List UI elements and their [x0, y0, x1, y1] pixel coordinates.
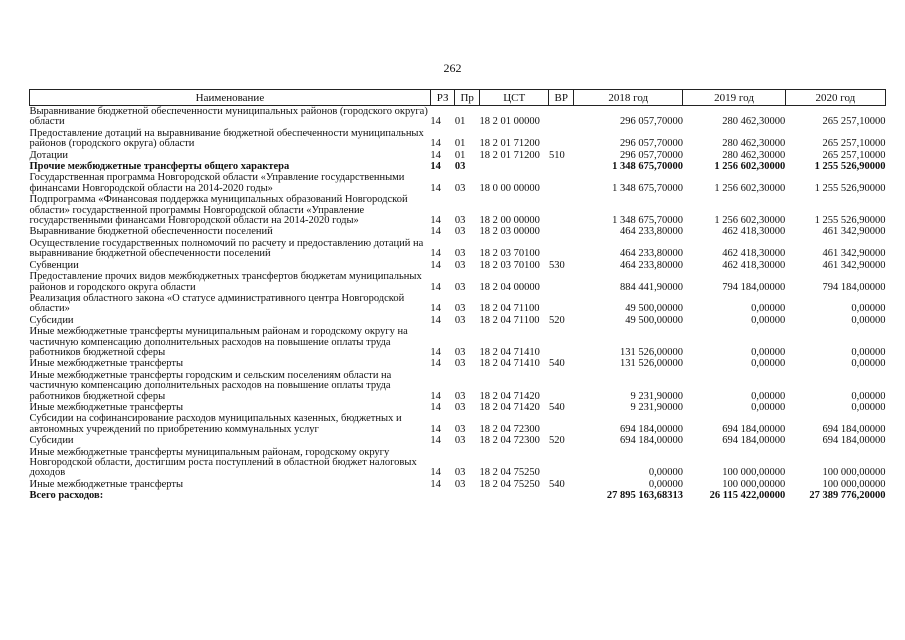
cell-cst — [479, 161, 549, 172]
cell-2018: 9 231,90000 — [630, 401, 683, 413]
table-row — [30, 447, 886, 479]
cell-2018: 49 500,00000 — [625, 303, 683, 315]
cell-2019: 280 462,30000 — [722, 149, 786, 161]
cell-2020: 100 000,00000 — [822, 467, 886, 479]
cell-name: Иные межбюджетные трансферты — [29, 358, 184, 370]
cell-name: Иные межбюджетные трансферты — [29, 478, 184, 490]
cell-name: Государственная программа Новгородской области «Управление государственными финансами Новгородской области на 2014-2020 годы» — [29, 172, 405, 194]
cell-rz: 14 — [430, 467, 441, 479]
table-row — [30, 271, 886, 293]
cell-pr: 03 — [454, 215, 466, 227]
cell-2018: 464 233,80000 — [619, 259, 683, 271]
table-row — [30, 435, 886, 446]
table-row — [30, 260, 886, 271]
cell-rz: 14 — [430, 303, 441, 315]
cell-2019: 462 418,30000 — [722, 226, 786, 238]
cell-vr — [549, 370, 574, 402]
cell-2019: 26 115 422,00000 — [709, 490, 786, 502]
cell-pr: 01 — [454, 116, 466, 128]
cell-vr — [549, 194, 574, 226]
cell-2020: 265 257,10000 — [822, 149, 886, 161]
cell-pr: 03 — [454, 314, 466, 326]
cell-cst: 18 2 03 70100 — [479, 248, 540, 260]
cell-cst: 18 2 03 00000 — [479, 226, 540, 238]
cell-vr — [549, 293, 574, 315]
cell-2019: 794 184,00000 — [722, 281, 786, 293]
cell-vr — [549, 161, 574, 172]
cell-2019: 694 184,00000 — [722, 423, 786, 435]
cell-name: Иные межбюджетные трансферты муниципальным районам и городскому округу на частичную компенсацию дополнительных расходов на повышение оплаты труда работников бюджетной сферы — [29, 326, 408, 358]
cell-vr — [549, 172, 574, 194]
cell-rz: 14 — [430, 138, 441, 150]
cell-cst — [479, 490, 549, 501]
cell-pr: 01 — [454, 149, 466, 161]
cell-2018: 296 057,70000 — [619, 138, 683, 150]
cell-rz: 14 — [430, 423, 441, 435]
cell-pr: 03 — [454, 303, 466, 315]
cell-cst: 18 2 01 71200 — [479, 138, 540, 150]
table-row — [30, 370, 886, 402]
cell-2020: 0,00000 — [851, 401, 886, 413]
table-row — [30, 150, 886, 161]
cell-2020: 461 342,90000 — [822, 248, 886, 260]
table-row-total — [30, 490, 886, 501]
table-row — [30, 128, 886, 150]
cell-rz: 14 — [430, 314, 441, 326]
cell-vr: 540 — [548, 358, 565, 370]
cell-rz: 14 — [430, 435, 441, 447]
cell-2018: 131 526,00000 — [619, 358, 683, 370]
cell-name: Субсидии на софинансирование расходов муниципальных казенных, бюджетных и автономных учреждений по приобретению коммунальных услуг — [29, 413, 402, 435]
cell-2020: 0,00000 — [851, 346, 886, 358]
cell-vr — [549, 128, 574, 150]
cell-2018: 1 348 675,70000 — [612, 215, 683, 227]
cell-2018: 296 057,70000 — [619, 149, 683, 161]
cell-2020: 0,00000 — [851, 390, 886, 402]
cell-pr: 03 — [454, 467, 466, 479]
cell-2019: 0,00000 — [751, 390, 786, 402]
cell-name: Выравнивание бюджетной обеспеченности муниципальных районов (городского округа) области — [29, 106, 428, 128]
cell-cst: 18 2 04 71410 — [479, 358, 540, 370]
cell-pr: 03 — [454, 423, 466, 435]
cell-cst: 18 2 04 75250 — [479, 467, 540, 479]
cell-vr — [549, 447, 574, 479]
cell-rz: 14 — [430, 346, 441, 358]
cell-pr: 03 — [454, 259, 466, 271]
cell-2018: 296 057,70000 — [619, 116, 683, 128]
column-header-name: Наименование — [30, 90, 431, 106]
cell-2019: 694 184,00000 — [722, 435, 786, 447]
table-body — [30, 106, 886, 502]
cell-2020: 1 255 526,90000 — [814, 182, 886, 194]
table-row — [30, 315, 886, 326]
cell-vr — [549, 238, 574, 260]
cell-pr: 01 — [454, 138, 466, 150]
table-row — [30, 194, 886, 226]
cell-pr: 03 — [454, 226, 466, 238]
cell-2020: 265 257,10000 — [822, 116, 886, 128]
table-row — [30, 479, 886, 490]
cell-2020: 1 255 526,90000 — [814, 215, 886, 227]
cell-vr — [549, 490, 574, 501]
column-header-2018: 2018 год — [574, 90, 683, 106]
cell-pr: 03 — [454, 161, 466, 173]
cell-2018: 464 233,80000 — [619, 248, 683, 260]
cell-vr — [549, 413, 574, 435]
cell-pr: 03 — [454, 248, 466, 260]
cell-2018: 0,00000 — [648, 467, 683, 479]
cell-2020: 100 000,00000 — [822, 478, 886, 490]
cell-2018: 131 526,00000 — [619, 346, 683, 358]
cell-name: Иные межбюджетные трансферты городским и сельским поселениям области на частичную компенсацию дополнительных расходов на повышение оплаты труда работников бюджетной сферы — [29, 369, 392, 402]
cell-rz: 14 — [430, 259, 441, 271]
cell-vr — [549, 226, 574, 237]
column-header-2020: 2020 год — [785, 90, 885, 106]
cell-cst: 18 2 01 71200 — [479, 149, 540, 161]
cell-name: Дотации — [29, 149, 69, 161]
table-row — [30, 238, 886, 260]
cell-2020: 794 184,00000 — [822, 281, 886, 293]
cell-name: Субвенции — [29, 259, 79, 271]
table-row — [30, 402, 886, 413]
cell-2019: 0,00000 — [751, 346, 786, 358]
cell-name: Иные межбюджетные трансферты — [29, 401, 184, 413]
cell-vr: 520 — [548, 435, 565, 447]
cell-2019: 100 000,00000 — [722, 478, 786, 490]
cell-pr — [455, 490, 480, 501]
cell-pr: 03 — [454, 390, 466, 402]
budget-table — [29, 89, 886, 502]
cell-2020: 0,00000 — [851, 358, 886, 370]
table-row — [30, 226, 886, 237]
cell-2020: 0,00000 — [851, 314, 886, 326]
cell-rz: 14 — [430, 401, 441, 413]
cell-2019: 1 256 602,30000 — [714, 182, 786, 194]
column-header-vr: ВР — [549, 90, 574, 106]
cell-pr: 03 — [454, 281, 466, 293]
table-header-row — [30, 90, 886, 106]
cell-name: Подпрограмма «Финансовая поддержка муниципальных образований Новгородской области» государственной программы Новгородской области «Управление государственными финансами Новгородской области на 2014-2020 годы» — [29, 194, 408, 227]
cell-cst: 18 2 04 72300 — [479, 435, 540, 447]
cell-cst: 18 2 03 70100 — [479, 259, 540, 271]
cell-2019: 1 256 602,30000 — [714, 161, 786, 173]
cell-2020: 0,00000 — [851, 303, 886, 315]
cell-rz: 14 — [430, 248, 441, 260]
column-header-pr: Пр — [455, 90, 480, 106]
cell-pr: 03 — [454, 346, 466, 358]
cell-2019: 0,00000 — [751, 358, 786, 370]
cell-2019: 462 418,30000 — [722, 259, 786, 271]
cell-2018: 694 184,00000 — [619, 435, 683, 447]
cell-cst: 18 2 04 72300 — [479, 423, 540, 435]
table-row — [30, 358, 886, 369]
cell-cst: 18 2 04 00000 — [479, 281, 540, 293]
cell-cst: 18 2 04 71410 — [479, 346, 540, 358]
cell-2019: 280 462,30000 — [722, 138, 786, 150]
cell-2020: 265 257,10000 — [822, 138, 886, 150]
cell-2019: 0,00000 — [751, 401, 786, 413]
cell-2020: 27 389 776,20000 — [809, 490, 886, 502]
cell-name: Осуществление государственных полномочий по расчету и предоставлению дотаций на выравнивание бюджетной обеспеченности поселений — [29, 237, 424, 260]
cell-2018: 1 348 675,70000 — [612, 182, 683, 194]
column-header-rz: РЗ — [430, 90, 455, 106]
cell-vr: 520 — [548, 314, 565, 326]
cell-vr — [549, 106, 574, 128]
cell-cst: 18 0 00 00000 — [479, 182, 540, 194]
cell-rz: 14 — [430, 161, 441, 173]
page-number: 262 — [443, 61, 462, 75]
cell-cst: 18 2 04 75250 — [479, 478, 540, 490]
cell-pr: 03 — [454, 478, 466, 490]
cell-name: Иные межбюджетные трансферты муниципальным районам, городскому округу Новгородской области, достигшим роста поступлений в областной бюджет налоговых доходов — [29, 446, 417, 479]
cell-2018: 9 231,90000 — [630, 390, 683, 402]
cell-2018: 694 184,00000 — [619, 423, 683, 435]
cell-2019: 462 418,30000 — [722, 248, 786, 260]
cell-2020: 694 184,00000 — [822, 435, 886, 447]
cell-2020: 694 184,00000 — [822, 423, 886, 435]
table-row — [30, 172, 886, 194]
cell-vr — [549, 271, 574, 293]
cell-2019: 280 462,30000 — [722, 116, 786, 128]
cell-2018: 464 233,80000 — [619, 226, 683, 238]
cell-name: Предоставление прочих видов межбюджетных трансфертов бюджетам муниципальных районов и городского округа области — [29, 271, 422, 293]
cell-vr: 540 — [548, 478, 565, 490]
table-row — [30, 326, 886, 358]
cell-rz: 14 — [430, 478, 441, 490]
cell-rz: 14 — [430, 226, 441, 238]
cell-cst: 18 2 04 71420 — [479, 390, 540, 402]
cell-cst: 18 2 00 00000 — [479, 215, 540, 227]
cell-rz: 14 — [430, 116, 441, 128]
table-row-total — [30, 161, 886, 172]
cell-pr: 03 — [454, 401, 466, 413]
cell-pr: 03 — [454, 435, 466, 447]
cell-rz: 14 — [430, 215, 441, 227]
cell-name: Всего расходов: — [29, 490, 104, 502]
cell-name: Прочие межбюджетные трансферты общего характера — [29, 161, 290, 173]
cell-2018: 49 500,00000 — [625, 314, 683, 326]
cell-vr — [549, 326, 574, 358]
cell-rz: 14 — [430, 149, 441, 161]
cell-2019: 0,00000 — [751, 303, 786, 315]
cell-name: Реализация областного закона «О статусе административного центра Новгородской области» — [29, 292, 405, 315]
cell-cst: 18 2 04 71100 — [479, 314, 540, 326]
table-row — [30, 293, 886, 315]
cell-2020: 461 342,90000 — [822, 226, 886, 238]
cell-rz: 14 — [430, 182, 441, 194]
cell-pr: 03 — [454, 182, 466, 194]
cell-cst: 18 2 04 71420 — [479, 401, 540, 413]
cell-2018: 1 348 675,70000 — [612, 161, 683, 173]
cell-vr: 510 — [548, 149, 565, 161]
cell-2018: 27 895 163,68313 — [606, 490, 683, 502]
cell-2018: 0,00000 — [648, 478, 683, 490]
cell-name: Субсидии — [29, 314, 74, 326]
cell-vr: 540 — [548, 401, 565, 413]
cell-rz: 14 — [430, 281, 441, 293]
cell-name: Предоставление дотаций на выравнивание бюджетной обеспеченности муниципальных районов (городского округа) области — [29, 127, 424, 150]
cell-2020: 1 255 526,90000 — [814, 161, 886, 173]
cell-pr: 03 — [454, 358, 466, 370]
cell-rz: 14 — [430, 358, 441, 370]
table-row — [30, 413, 886, 435]
cell-name: Выравнивание бюджетной обеспеченности поселений — [29, 226, 273, 238]
column-header-2019: 2019 год — [683, 90, 785, 106]
cell-rz — [430, 490, 455, 501]
cell-2018: 884 441,90000 — [619, 281, 683, 293]
cell-rz: 14 — [430, 390, 441, 402]
cell-2020: 461 342,90000 — [822, 259, 886, 271]
cell-vr: 530 — [548, 259, 565, 271]
cell-2019: 1 256 602,30000 — [714, 215, 786, 227]
cell-cst: 18 2 01 00000 — [479, 116, 540, 128]
cell-cst: 18 2 04 71100 — [479, 303, 540, 315]
column-header-cst: ЦСТ — [479, 90, 549, 106]
cell-2019: 100 000,00000 — [722, 467, 786, 479]
cell-name: Субсидии — [29, 435, 74, 447]
table-row — [30, 106, 886, 128]
cell-2019: 0,00000 — [751, 314, 786, 326]
